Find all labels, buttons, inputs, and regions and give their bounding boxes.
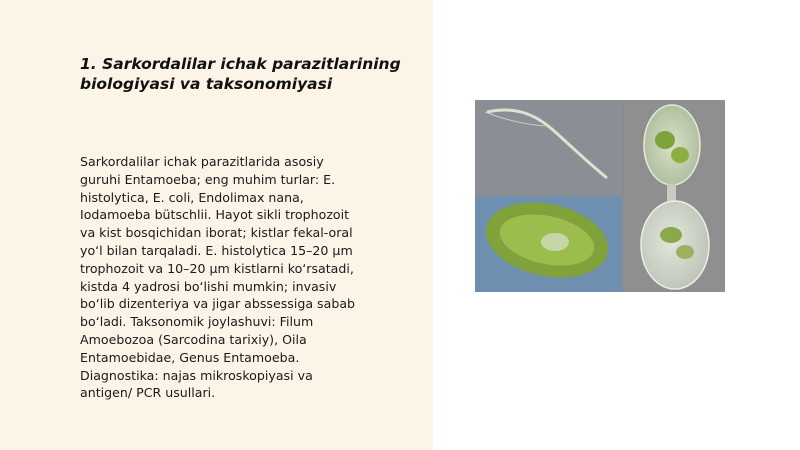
lower-cell bbox=[641, 201, 709, 289]
body-line: kistda 4 yadrosi bo‘lishi mumkin; invasiv bbox=[80, 278, 337, 294]
title-line: biologiyasi va taksonomiyasi bbox=[80, 75, 333, 93]
slide-title bbox=[80, 54, 425, 94]
ciliate-vacuole bbox=[541, 233, 569, 251]
micrograph-collage bbox=[475, 100, 725, 292]
body-line: histolytica, E. coli, Endolimax nana, bbox=[80, 189, 304, 205]
lower-chloroplast bbox=[676, 245, 694, 259]
body-line: guruhi Entamoeba; eng muhim turlar: E. bbox=[80, 171, 336, 187]
body-line: bo‘ladi. Taksonomik joylashuvi: Filum bbox=[80, 314, 314, 330]
body-line: Sarkordalilar ichak parazitlarida asosiy bbox=[80, 154, 324, 169]
division-neck bbox=[667, 184, 676, 202]
body-line: bo‘lib dizenteriya va jigar abssessiga sabab bbox=[80, 296, 356, 312]
body-line: Iodamoeba bütschlii. Hayot sikli trophozoit bbox=[80, 207, 350, 223]
lower-chloroplast bbox=[660, 227, 682, 243]
upper-chloroplast bbox=[655, 131, 675, 149]
body-line: Entamoebidae, Genus Entamoeba. bbox=[80, 349, 300, 365]
body-line: trophozoit va 10–20 µm kistlarni ko‘rsatadi, bbox=[80, 260, 354, 276]
micrograph-image bbox=[475, 100, 725, 292]
title-line: 1. Sarkordalilar ichak parazitlarining bbox=[80, 55, 401, 73]
body-paragraph bbox=[80, 153, 425, 402]
body-line: yo‘l bilan tarqaladi. E. histolytica 15–20 µm bbox=[80, 242, 353, 258]
body-line: va kist bosqichidan iborat; kistlar fekal-oral bbox=[80, 225, 353, 241]
body-line: antigen/ PCR usullari. bbox=[80, 385, 216, 401]
body-line: Amoebozoa (Sarcodina tarixiy), Oila bbox=[80, 331, 307, 347]
panel-flagellate bbox=[475, 100, 622, 194]
upper-chloroplast bbox=[671, 147, 689, 163]
body-line: Diagnostika: najas mikroskopiyasi va bbox=[80, 367, 313, 383]
